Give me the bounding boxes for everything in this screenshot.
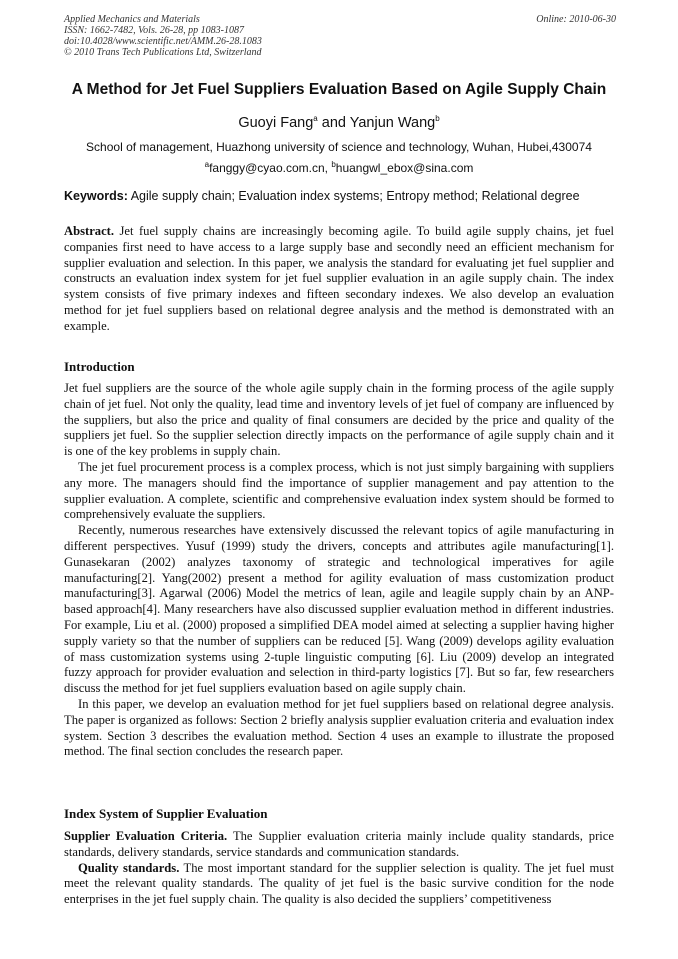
intro-paragraph-2: The jet fuel procurement process is a complex process, which is not just simply bargaining with suppliers any more. The managers should find the importance of supplier management and pay attention to the supplier evaluation. A complete, scientific and comprehensive evaluation index system should be formed to comprehensively evaluate the suppliers. [64,459,614,522]
author-1-sup: a [313,114,318,123]
criteria-paragraph [64,829,614,861]
doi-line: doi:10.4028/www.scientific.net/AMM.26-28.1083 [64,36,262,47]
abstract-label: Abstract. [64,224,115,238]
journal-header [64,14,616,58]
online-date: Online: 2010-06-30 [536,14,616,25]
email-a-sup: a [204,160,210,169]
introduction-heading: Introduction [64,359,135,374]
abstract [64,224,614,335]
email-b-sup: b [331,160,336,169]
index-system-body [64,829,614,908]
copyright-line: © 2010 Trans Tech Publications Ltd, Switzerland [64,47,262,58]
criteria-label: Supplier Evaluation Criteria. [64,829,228,843]
keywords [64,189,616,203]
intro-paragraph-4: In this paper, we develop an evaluation method for jet fuel suppliers based on relational degree analysis. The paper is organized as follows: Section 2 briefly analysis supplier evaluation criteria and evaluation index system. Section 3 describes the evaluation method. Section 4 uses an example to illustrate the proposed method. The final section concludes the research paper. [64,696,614,759]
authors-line [40,114,638,131]
email-a: fanggy@cyao.com.cn, [209,161,332,175]
author-1: Guoyi Fang [238,114,314,131]
introduction-body [64,381,614,760]
authors-and: and [317,114,350,131]
criteria-text: The Supplier evaluation criteria mainly include quality standards, price standards, delivery standards, service standards and communication standards. [64,829,614,859]
intro-paragraph-3: Recently, numerous researches have extensively discussed the relevant topics of agile manufacturing in different perspectives. Yusuf (1999) study the drivers, concepts and attributes agile manufacturing[1]. Gunasekaran (2002) analyzes taxonomy of strategic and technological imperatives for agile manufacturing[2]. Yang(2002) present a method for agility evaluation of mass customization product manufacturing[3]. Agarwal (2006) Model the metrics of lean, agile and leagile supply chain by an ANP-based approach[4]. Many researchers have also discussed supplier evaluation method in different industries. For example, Liu et al. (2000) proposed a simplified DEA model aimed at selecting a supplier having higher supply variety so that the number of suppliers can be reduced [5]. Wang (2009) develops agility evaluation of mass customization systems using 2-tuple linguistic computing [6]. Liu (2009) develop an integrated fuzzy approach for provider evaluation and selection in third-party logistics [7]. But so far, few researchers discuss the method for jet fuel suppliers evaluation based on agile supply chain. [64,523,614,696]
intro-paragraph-1: Jet fuel suppliers are the source of the whole agile supply chain in the forming process of the agile supply chain of jet fuel. Not only the quality, lead time and inventory levels of jet fuel of company are influenced by the suppliers, but also the price and quality of final consumers are decided by the price and quality of the suppliers jet fuel. So the supplier selection directly impacts on the performance of agile supply chain and it is one of the key problems in supply chain. [64,381,614,459]
quality-text: The most important standard for the supplier selection is quality. The jet fuel must meet the relevant quality standards. The quality of jet fuel is the basic survive condition for the node enterprises in the jet fuel supply chain. The quality is also decided the suppliers’ competitiveness [64,860,614,907]
quality-paragraph [64,861,614,908]
affiliation: School of management, Huazhong university of science and technology, Wuhan, Hubei,430074 [86,140,592,154]
index-system-heading: Index System of Supplier Evaluation [64,806,268,821]
emails-line [40,160,638,175]
issn-line: ISSN: 1662-7482, Vols. 26-28, pp 1083-1087 [64,25,244,36]
email-b: huangwl_ebox@sina.com [335,161,474,175]
keywords-label: Keywords: [64,189,128,203]
quality-label: Quality standards. [78,860,180,875]
abstract-text: Jet fuel supply chains are increasingly becoming agile. To build agile supply chains, jet fuel companies first need to have access to a large supply base and secondly need an efficient mechanism for supplier evaluation and selection. In this paper, we analysis the standard for evaluating jet fuel supplier and constructs an evaluation index system for jet fuel supplier evaluation in an agile supply chain. The index system consists of five primary indexes and fifteen secondary indexes. We also develop an evaluation method for jet fuel suppliers based on relational degree analysis and the method is demonstrated with an example. [64,224,614,333]
author-2: Yanjun Wang [349,114,436,131]
journal-name: Applied Mechanics and Materials [64,14,200,25]
author-2-sup: b [435,114,440,123]
keywords-text: Agile supply chain; Evaluation index systems; Entropy method; Relational degree [127,189,580,203]
paper-title: A Method for Jet Fuel Suppliers Evaluation Based on Agile Supply Chain [71,81,607,98]
